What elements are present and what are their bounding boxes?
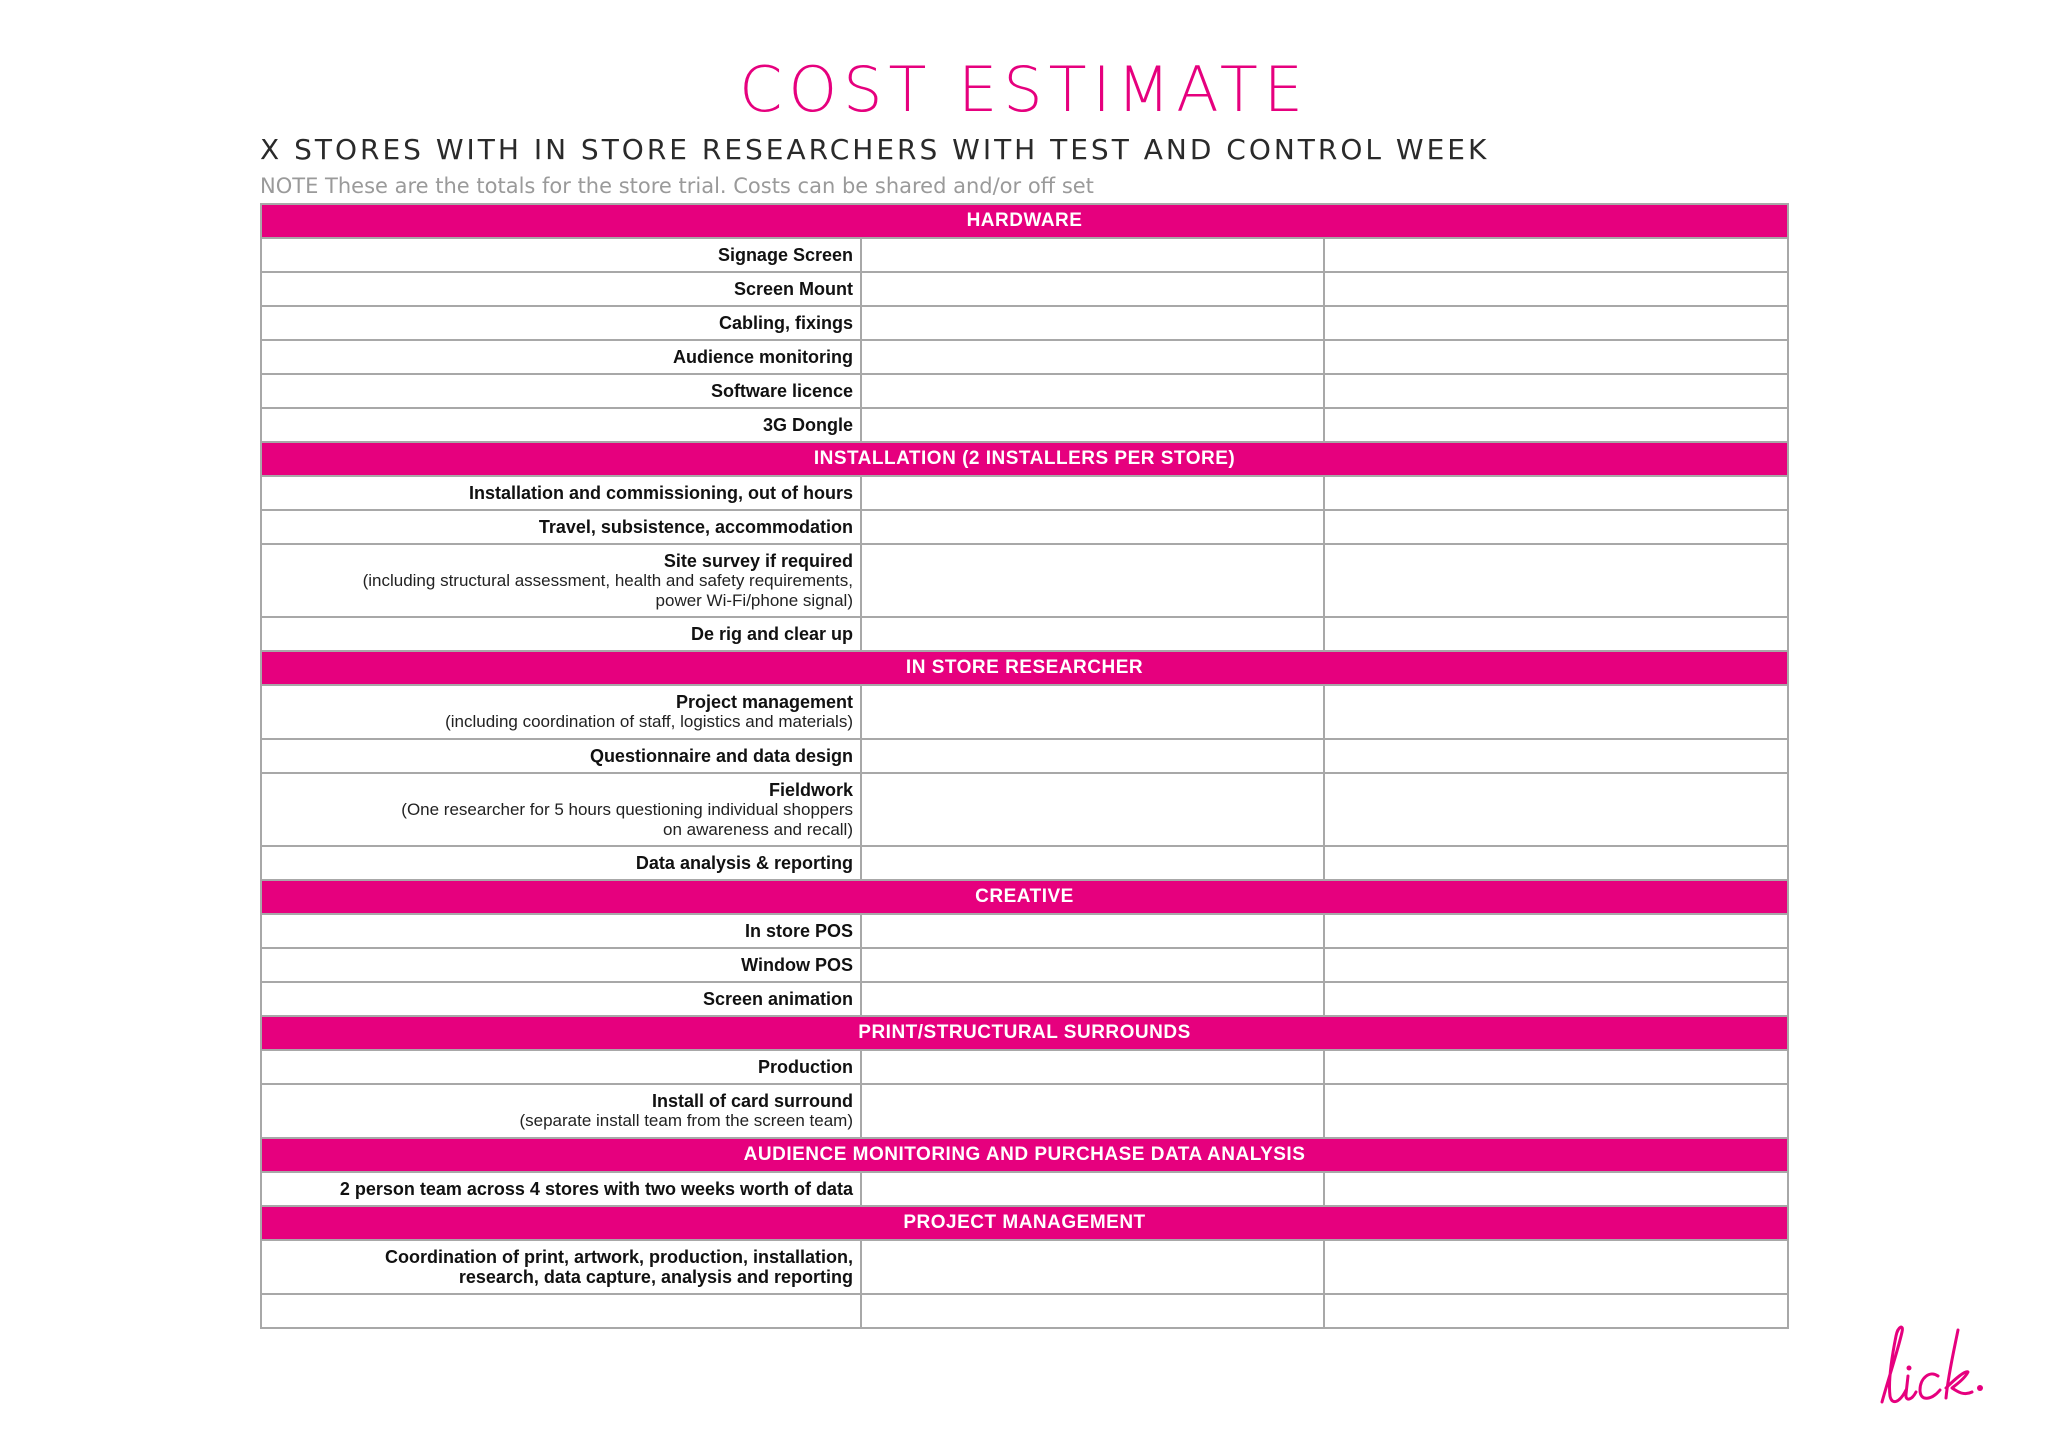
row-label: Window POS — [741, 955, 853, 975]
row-sublabel: (including structural assessment, health and safety requirements, — [362, 570, 853, 590]
cost-cell[interactable] — [861, 1294, 1324, 1328]
cost-cell[interactable] — [861, 306, 1324, 340]
table-row — [261, 1084, 1788, 1138]
table-row — [261, 272, 1788, 306]
cost-cell[interactable] — [861, 238, 1324, 272]
cost-cell[interactable] — [861, 544, 1324, 617]
row-label: Signage Screen — [717, 245, 853, 265]
cost-cell[interactable] — [861, 1240, 1324, 1294]
section-heading: INSTALLATION (2 INSTALLERS PER STORE) — [261, 442, 1788, 476]
cost-cell[interactable] — [1324, 1084, 1788, 1138]
table-row — [261, 1172, 1788, 1206]
row-label: Data analysis & reporting — [635, 853, 853, 873]
cost-cell[interactable] — [1324, 1172, 1788, 1206]
cost-cell[interactable] — [1324, 272, 1788, 306]
row-label: Installation and commissioning, out of hours — [468, 483, 853, 503]
cost-cell[interactable] — [861, 617, 1324, 651]
cost-cell[interactable] — [861, 1050, 1324, 1084]
cost-cell[interactable] — [861, 476, 1324, 510]
table-row — [261, 773, 1788, 846]
section-header-hardware — [261, 204, 1788, 238]
row-label: De rig and clear up — [690, 624, 853, 644]
table-row — [261, 1050, 1788, 1084]
section-heading: HARDWARE — [261, 204, 1788, 238]
cost-cell[interactable] — [861, 1172, 1324, 1206]
table-row — [261, 408, 1788, 442]
row-label: Fieldwork — [768, 779, 853, 800]
table-row — [261, 948, 1788, 982]
table-row — [261, 374, 1788, 408]
lick-logo-icon — [1868, 1310, 1998, 1420]
cost-cell[interactable] — [861, 685, 1324, 739]
section-heading: PRINT/STRUCTURAL SURROUNDS — [261, 1016, 1788, 1050]
row-sublabel: (One researcher for 5 hours questioning individual shoppers — [401, 799, 853, 819]
section-heading: IN STORE RESEARCHER — [261, 651, 1788, 685]
row-label: Install of card surround — [651, 1091, 853, 1111]
row-label: Software licence — [710, 381, 853, 401]
cost-cell[interactable] — [861, 773, 1324, 846]
table-row — [261, 739, 1788, 773]
row-label: Screen Mount — [733, 279, 853, 299]
cost-cell[interactable] — [861, 1084, 1324, 1138]
cost-cell[interactable] — [861, 982, 1324, 1016]
cost-cell[interactable] — [1324, 544, 1788, 617]
table-row — [261, 617, 1788, 651]
cost-cell[interactable] — [1324, 739, 1788, 773]
cost-cell[interactable] — [1324, 238, 1788, 272]
table-row — [261, 1294, 1788, 1328]
table-row — [261, 982, 1788, 1016]
row-sublabel: (separate install team from the screen team) — [519, 1111, 853, 1130]
page-note: NOTE These are the totals for the store trial. Costs can be shared and/or off set — [260, 174, 1094, 198]
row-sublabel: power Wi-Fi/phone signal) — [655, 590, 853, 610]
section-header-creative — [261, 880, 1788, 914]
cost-cell[interactable] — [861, 374, 1324, 408]
row-label: Cabling, fixings — [718, 313, 853, 333]
row-label: In store POS — [744, 921, 853, 941]
table-row — [261, 238, 1788, 272]
cost-cell[interactable] — [1324, 773, 1788, 846]
section-heading: PROJECT MANAGEMENT — [261, 1206, 1788, 1240]
row-label: Audience monitoring — [673, 347, 853, 367]
cost-cell[interactable] — [1324, 306, 1788, 340]
page-subtitle: X STORES WITH IN STORE RESEARCHERS WITH TEST AND CONTROL WEEK — [260, 133, 1490, 166]
table-row — [261, 544, 1788, 617]
cost-cell[interactable] — [1324, 476, 1788, 510]
table-row — [261, 914, 1788, 948]
row-label: 2 person team across 4 stores with two weeks worth of data — [339, 1179, 853, 1199]
row-label: Travel, subsistence, accommodation — [538, 517, 853, 537]
table-row — [261, 340, 1788, 374]
table-row — [261, 510, 1788, 544]
cost-cell[interactable] — [861, 340, 1324, 374]
table-row — [261, 476, 1788, 510]
row-label: Project management — [675, 692, 853, 712]
row-label: Production — [758, 1057, 853, 1077]
cost-cell[interactable] — [861, 272, 1324, 306]
cost-cell[interactable] — [1324, 617, 1788, 651]
cost-cell[interactable] — [1324, 914, 1788, 948]
row-sublabel: (including coordination of staff, logistics and materials) — [445, 712, 853, 731]
table-row — [261, 846, 1788, 880]
section-heading: CREATIVE — [261, 880, 1788, 914]
cost-cell[interactable] — [861, 914, 1324, 948]
cost-cell[interactable] — [861, 948, 1324, 982]
row-label: Screen animation — [702, 989, 853, 1009]
row-label: Site survey if required — [663, 550, 853, 571]
cost-cell[interactable] — [861, 739, 1324, 773]
page-title: COST ESTIMATE — [739, 53, 1309, 126]
cost-cell[interactable] — [1324, 685, 1788, 739]
cost-estimate-table — [260, 203, 1789, 1329]
cost-cell[interactable] — [1324, 510, 1788, 544]
cost-cell[interactable] — [1324, 1240, 1788, 1294]
cost-cell[interactable] — [1324, 374, 1788, 408]
row-sublabel: on awareness and recall) — [663, 819, 853, 839]
table-row — [261, 1240, 1788, 1294]
cost-cell[interactable] — [1324, 1050, 1788, 1084]
cost-cell[interactable] — [1324, 948, 1788, 982]
cost-cell[interactable] — [861, 510, 1324, 544]
section-header-in-store-researcher — [261, 651, 1788, 685]
cost-cell[interactable] — [1324, 1294, 1788, 1328]
cost-cell[interactable] — [1324, 408, 1788, 442]
table-row — [261, 685, 1788, 739]
row-label: research, data capture, analysis and reporting — [458, 1267, 853, 1287]
table-row — [261, 306, 1788, 340]
cost-cell[interactable] — [1324, 340, 1788, 374]
cost-cell[interactable] — [1324, 982, 1788, 1016]
cost-cell[interactable] — [861, 846, 1324, 880]
section-header-installation — [261, 442, 1788, 476]
section-header-audience-monitoring — [261, 1138, 1788, 1172]
row-label: 3G Dongle — [762, 415, 853, 435]
section-header-print-structural — [261, 1016, 1788, 1050]
cost-cell[interactable] — [861, 408, 1324, 442]
cost-cell[interactable] — [1324, 846, 1788, 880]
section-heading: AUDIENCE MONITORING AND PURCHASE DATA ANALYSIS — [261, 1138, 1788, 1172]
row-label: Coordination of print, artwork, production, installation, — [385, 1247, 853, 1267]
row-label: Questionnaire and data design — [589, 746, 853, 766]
section-header-project-management — [261, 1206, 1788, 1240]
